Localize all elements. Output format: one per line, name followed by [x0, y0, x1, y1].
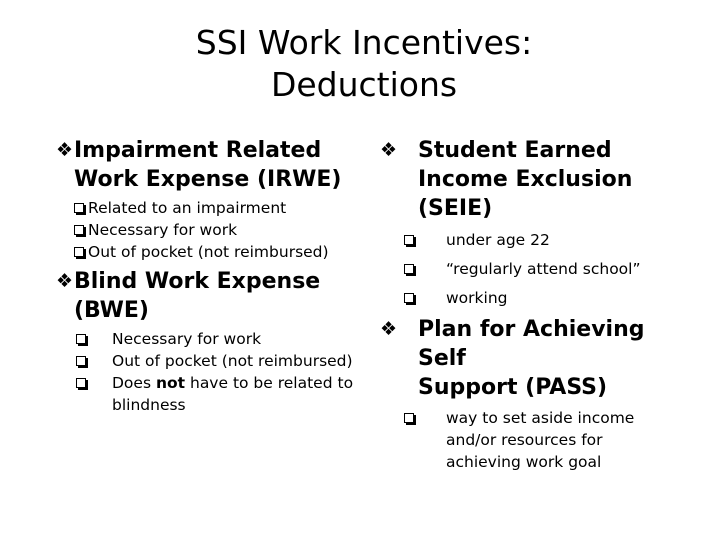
list-item: Necessary for work: [56, 219, 356, 241]
checkbox-bullet-icon: [404, 293, 414, 303]
title-line-2: Deductions: [270, 65, 458, 104]
list-item: Out of pocket (not reimbursed): [56, 241, 356, 263]
checkbox-bullet-icon: [76, 356, 86, 366]
checkbox-bullet-icon: [76, 378, 86, 388]
diamond-bullet-icon: ❖: [380, 139, 398, 161]
diamond-bullet-icon: ❖: [380, 318, 398, 340]
title-line-1: SSI Work Incentives:: [195, 23, 533, 62]
list-item: Related to an impairment: [56, 197, 356, 219]
checkbox-bullet-icon: [76, 334, 86, 344]
irwe-heading: ❖ Impairment Related Work Expense (IRWE): [56, 138, 342, 192]
checkbox-bullet-icon: [74, 247, 84, 257]
bwe-heading: ❖ Blind Work Expense (BWE): [56, 269, 321, 323]
pass-heading: ❖ Plan for Achieving Self Support (PASS): [380, 317, 645, 400]
checkbox-bullet-icon: [404, 413, 414, 423]
checkbox-bullet-icon: [74, 225, 84, 235]
bwe-list: [56, 328, 356, 416]
list-item: Does not have to be related to blindness: [56, 372, 356, 416]
list-item: Out of pocket (not reimbursed): [56, 350, 356, 372]
list-item: Necessary for work: [56, 328, 356, 350]
diamond-bullet-icon: ❖: [56, 270, 74, 292]
list-item: way to set aside income and/or resources for achieving work goal: [380, 407, 700, 473]
slide-title: [0, 22, 728, 106]
seie-list: [380, 226, 700, 313]
list-item: working: [380, 284, 700, 313]
pass-list: [380, 407, 700, 473]
checkbox-bullet-icon: [74, 203, 84, 213]
irwe-list: [56, 197, 356, 263]
list-item: “regularly attend school”: [380, 255, 700, 284]
checkbox-bullet-icon: [404, 235, 414, 245]
seie-heading: ❖ Student Earned Income Exclusion (SEIE): [380, 138, 633, 221]
left-column: [56, 136, 356, 416]
list-item: under age 22: [380, 226, 700, 255]
diamond-bullet-icon: ❖: [56, 139, 74, 161]
right-column: [380, 136, 700, 473]
checkbox-bullet-icon: [404, 264, 414, 274]
